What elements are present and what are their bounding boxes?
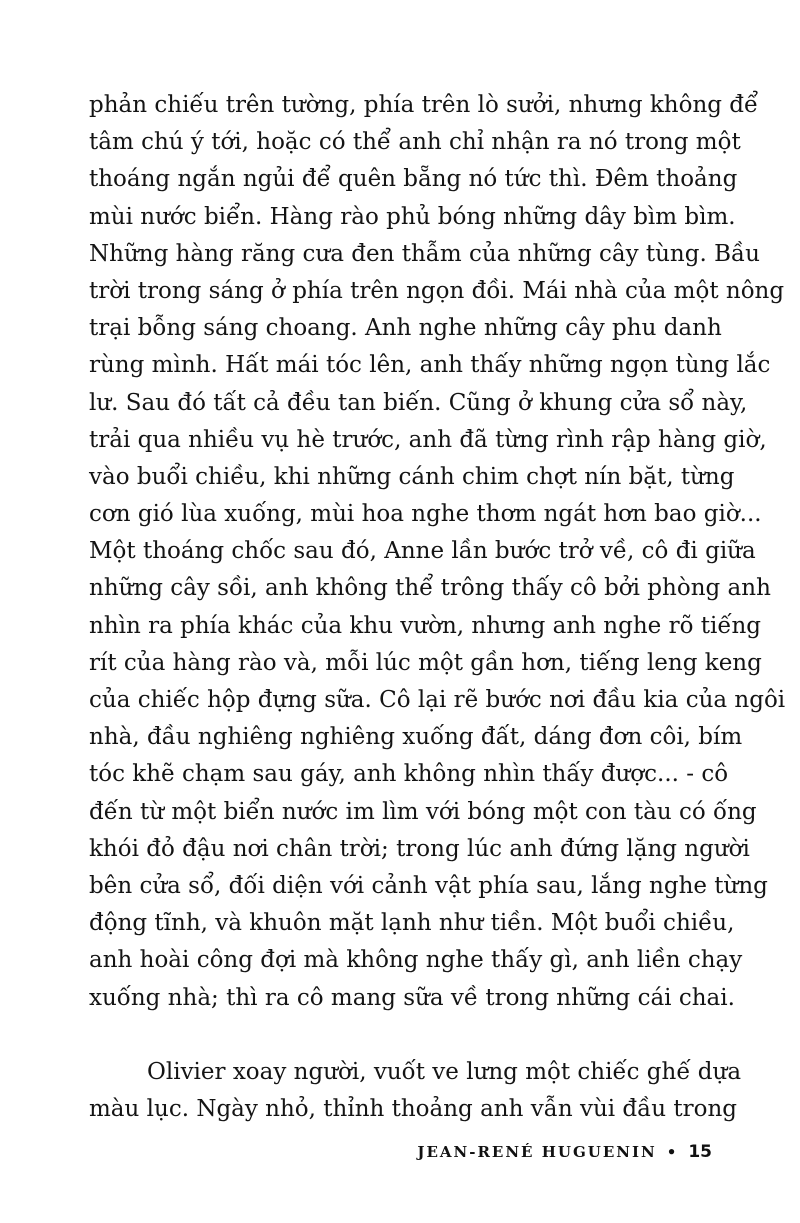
text-line: tâm chú ý tới, hoặc có thể anh chỉ nhận ra nó trong một: [89, 129, 741, 156]
text-line: trời trong sáng ở phía trên ngọn đồi. Mái nhà của một nông: [89, 277, 785, 304]
text-line: đến từ một biển nước im lìm với bóng một con tàu có ống: [89, 798, 757, 825]
text-line: động tĩnh, và khuôn mặt lạnh như tiền. Một buổi chiều,: [89, 910, 735, 937]
text-line: rít của hàng rào và, mỗi lúc một gần hơn, tiếng leng keng: [89, 649, 762, 676]
body-text: [89, 87, 786, 1128]
text-line: bên cửa sổ, đối diện với cảnh vật phía sau, lắng nghe từng: [89, 872, 768, 899]
text-line: Một thoáng chốc sau đó, Anne lần bước trở về, cô đi giữa: [89, 538, 756, 565]
text-line: anh hoài công đợi mà không nghe thấy gì, anh liền chạy: [89, 947, 743, 974]
text-line: lư. Sau đó tất cả đều tan biến. Cũng ở khung cửa sổ này,: [89, 389, 748, 416]
text-line: nhìn ra phía khác của khu vườn, nhưng anh nghe rõ tiếng: [89, 612, 762, 639]
footer-separator: •: [666, 1143, 679, 1161]
text-line: nhà, đầu nghiêng nghiêng xuống đất, dáng đơn côi, bím: [89, 724, 743, 751]
text-line: Những hàng răng cưa đen thẫm của những cây tùng. Bầu: [89, 240, 760, 267]
text-line: rùng mình. Hất mái tóc lên, anh thấy những ngọn tùng lắc: [89, 352, 771, 379]
text-line: những cây sồi, anh không thể trông thấy cô bởi phòng anh: [89, 575, 771, 602]
running-footer: [417, 1142, 712, 1162]
text-line: Olivier xoay người, vuốt ve lưng một chiếc ghế dựa: [147, 1058, 742, 1085]
text-line: trại bỗng sáng choang. Anh nghe những cây phu danh: [89, 315, 722, 342]
page-number: 15: [688, 1142, 712, 1162]
text-line: thoáng ngắn ngủi để quên bẵng nó tức thì. Đêm thoảng: [89, 166, 738, 193]
text-line: mùi nước biển. Hàng rào phủ bóng những dây bìm bìm.: [89, 203, 736, 230]
text-line: màu lục. Ngày nhỏ, thỉnh thoảng anh vẫn vùi đầu trong: [89, 1095, 737, 1122]
text-line: tóc khẽ chạm sau gáy, anh không nhìn thấy được... - cô: [89, 761, 729, 788]
text-line: của chiếc hộp đựng sữa. Cô lại rẽ bước nơi đầu kia của ngôi: [89, 687, 786, 713]
footer-author: JEAN-RENÉ HUGUENIN: [417, 1143, 657, 1161]
text-line: xuống nhà; thì ra cô mang sữa về trong những cái chai.: [89, 984, 735, 1011]
text-line: trải qua nhiều vụ hè trước, anh đã từng rình rập hàng giờ,: [89, 426, 767, 453]
text-line: vào buổi chiều, khi những cánh chim chợt nín bặt, từng: [89, 463, 735, 490]
text-line: khói đỏ đậu nơi chân trời; trong lúc anh đứng lặng người: [89, 835, 750, 862]
text-line: cơn gió lùa xuống, mùi hoa nghe thơm ngát hơn bao giờ...: [89, 501, 762, 528]
paragraph-gap: [89, 1017, 713, 1054]
text-line: phản chiếu trên tường, phía trên lò sưởi, nhưng không để: [89, 92, 759, 118]
